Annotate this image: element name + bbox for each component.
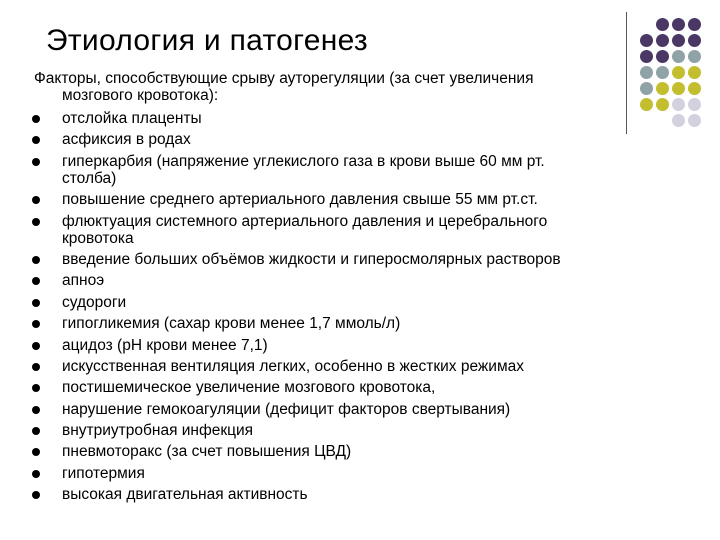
decorative-dot — [656, 18, 669, 31]
bullet-icon — [32, 427, 40, 435]
bullet-icon — [32, 115, 40, 123]
bullet-icon — [32, 196, 40, 204]
bullet-icon — [32, 470, 40, 478]
bullet-icon — [32, 363, 40, 371]
intro-line-1: Факторы, способствующие срыву ауторегуляции (за счет увеличения — [34, 70, 534, 87]
bullet-icon — [32, 158, 40, 166]
list-item-text: гипотермия — [62, 464, 145, 482]
bullet-icon — [32, 277, 40, 285]
list-item-text: постишемическое увеличение мозгового кровотока, — [62, 379, 436, 397]
list-item-text: гиперкарбия (напряжение углекислого газа в крови выше 60 мм рт. — [62, 152, 545, 170]
slide-title: Этиология и патогенез — [46, 24, 368, 57]
decorative-dot — [688, 34, 701, 47]
list-item — [0, 358, 672, 375]
list-item — [0, 272, 672, 289]
list-item-text: отслойка плаценты — [62, 110, 202, 127]
decorative-dot — [688, 50, 701, 63]
bullet-icon — [32, 406, 40, 414]
decorative-dot — [656, 34, 669, 47]
list-item — [0, 131, 672, 148]
decorative-dot — [640, 34, 653, 47]
decorative-dot — [672, 50, 685, 63]
decorative-dot — [640, 50, 653, 63]
decorative-dot — [672, 34, 685, 47]
list-item — [0, 401, 672, 418]
decorative-dot — [688, 18, 701, 31]
list-item-text: судороги — [62, 293, 127, 311]
list-item — [0, 110, 672, 127]
list-item-text: апноэ — [62, 272, 105, 290]
bullet-icon — [32, 218, 40, 226]
bullet-icon — [32, 320, 40, 328]
decorative-dot — [688, 98, 701, 111]
list-item-text: введение больших объёмов жидкости и гиперосмолярных растворов — [62, 250, 561, 268]
decorative-dot — [688, 66, 701, 79]
decorative-dot — [688, 82, 701, 95]
list-item-text-continued: кровотока — [62, 229, 134, 247]
list-item — [0, 191, 672, 208]
list-item-text: внутриутробная инфекция — [62, 422, 254, 440]
bullet-icon — [32, 448, 40, 456]
list-item-text: высокая двигательная активность — [62, 486, 308, 504]
decorative-dot — [688, 114, 701, 127]
intro-line-2: мозгового кровотока): — [62, 87, 219, 104]
list-item-text: гипогликемия (сахар крови менее 1,7 ммоль/л) — [62, 315, 401, 333]
list-item — [0, 465, 672, 482]
list-item — [0, 337, 672, 354]
list-item — [0, 251, 672, 268]
decorative-dot — [656, 66, 669, 79]
list-item-text: флюктуация системного артериального давления и церебрального — [62, 212, 548, 230]
list-item-text: асфиксия в родах — [62, 131, 191, 149]
list-item — [0, 213, 672, 247]
decorative-dot — [672, 18, 685, 31]
decorative-dot — [656, 82, 669, 95]
bullet-icon — [32, 384, 40, 392]
list-item — [0, 315, 672, 332]
list-item — [0, 294, 672, 311]
list-item — [0, 379, 672, 396]
list-item — [0, 153, 672, 187]
decorative-dot — [672, 66, 685, 79]
bullet-icon — [32, 342, 40, 350]
list-item — [0, 422, 672, 439]
list-item — [0, 486, 672, 503]
list-item-text: искусственная вентиляция легких, особенно в жестких режимах — [62, 357, 524, 375]
list-item-text: пневмоторакс (за счет повышения ЦВД) — [62, 443, 352, 461]
decorative-dot — [672, 82, 685, 95]
list-item-text: повышение среднего артериального давления свыше 55 мм рт.ст. — [62, 191, 538, 209]
factor-list — [0, 110, 680, 508]
list-item-text: ацидоз (рН крови менее 7,1) — [62, 336, 268, 354]
bullet-icon — [32, 299, 40, 307]
list-item — [0, 443, 672, 460]
bullet-icon — [32, 256, 40, 264]
decorative-dot — [656, 50, 669, 63]
list-item-text: нарушение гемокоагуляции (дефицит факторов свертывания) — [62, 400, 511, 418]
intro-text — [34, 70, 644, 104]
bullet-icon — [32, 491, 40, 499]
list-item-text-continued: столба) — [62, 169, 117, 187]
bullet-icon — [32, 136, 40, 144]
